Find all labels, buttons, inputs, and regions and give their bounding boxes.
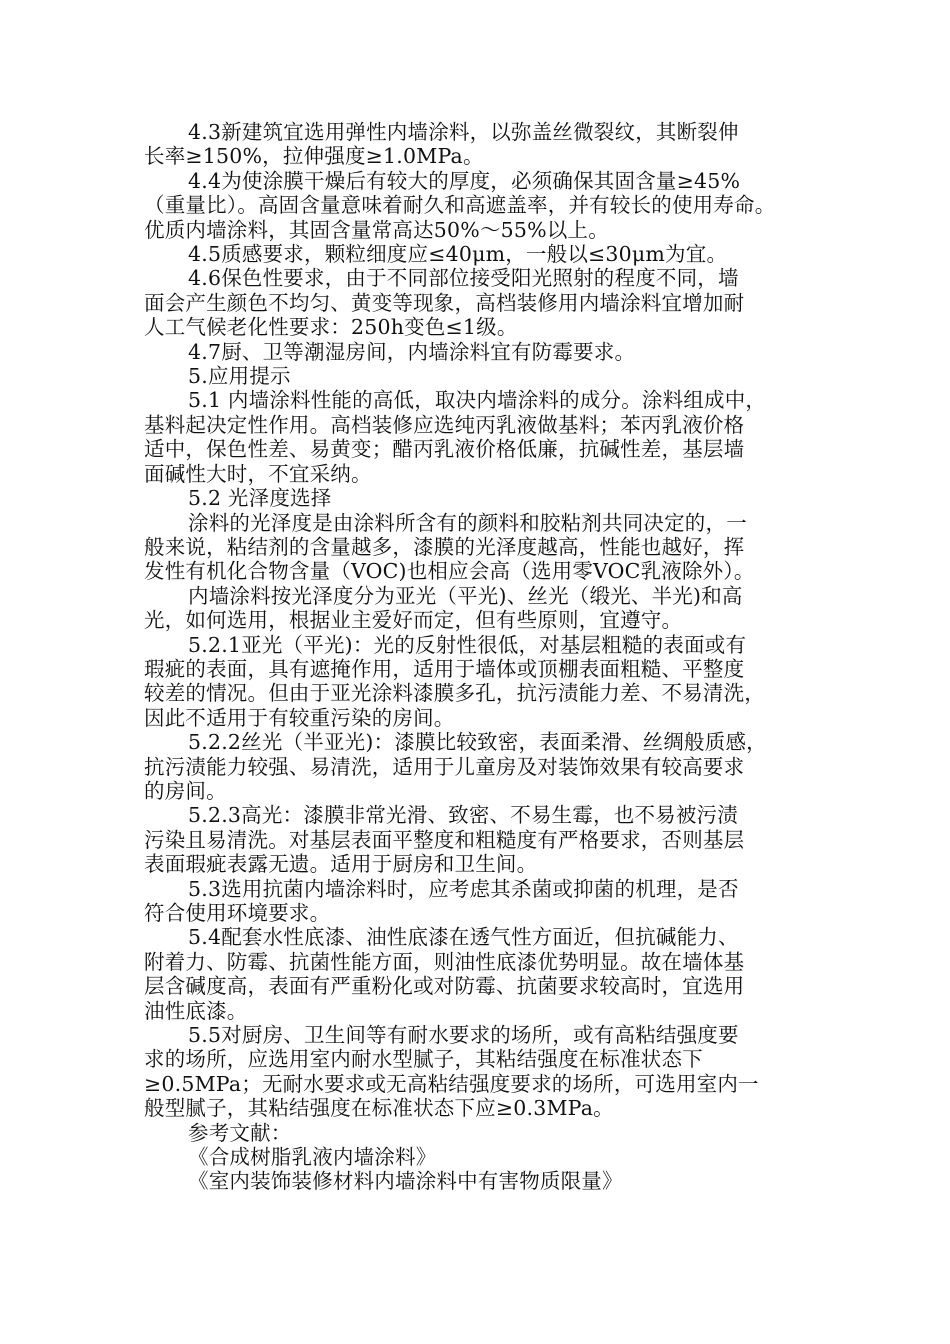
text-line: 优质内墙涂料，其固含量常高达50%～55%以上。 — [144, 217, 609, 242]
text-line: （重量比）。高固含量意味着耐久和高遮盖率，并有较长的使用寿命。 — [144, 193, 776, 218]
text-line: 涂料的光泽度是由涂料所含有的颜料和胶粘剂共同决定的，一 — [188, 510, 747, 535]
text-line: 油性底漆。 — [144, 998, 248, 1023]
document-body — [144, 120, 824, 1194]
text-line: 因此不适用于有较重污染的房间。 — [144, 705, 455, 730]
text-line: 较差的情况。但由于亚光涂料漆膜多孔，抗污渍能力差、不易清洗， — [144, 681, 765, 706]
text-line: 《合成树脂乳液内墙涂料》 — [188, 1145, 437, 1170]
text-line: 《室内装饰装修材料内墙涂料中有害物质限量》 — [188, 1169, 623, 1194]
text-line: 4.3新建筑宜选用弹性内墙涂料，以弥盖丝微裂纹，其断裂伸 — [188, 120, 739, 144]
text-line: 光，如何选用，根据业主爱好而定，但有些原则，宜遵守。 — [144, 608, 683, 633]
text-line: ≥0.5MPa；无耐水要求或无高粘结强度要求的场所，可选用室内一 — [144, 1071, 759, 1096]
text-line: 面会产生颜色不均匀、黄变等现象，高档装修用内墙涂料宜增加耐 — [144, 290, 745, 315]
text-line: 5.2.1亚光（平光)：光的反射性很低，对基层粗糙的表面或有 — [188, 632, 747, 657]
text-line: 长率≥150%，拉伸强度≥1.0MPa。 — [144, 144, 484, 169]
text-line: 附着力、防霉、抗菌性能方面，则油性底漆优势明显。故在墙体基 — [144, 949, 745, 974]
text-line: 符合使用环境要求。 — [144, 901, 331, 925]
text-line: 基料起决定性作用。高档装修应选纯丙乳液做基料；苯丙乳液价格 — [144, 412, 745, 437]
text-line: 瑕疵的表面，具有遮掩作用，适用于墙体或顶棚表面粗糙、平整度 — [144, 656, 745, 681]
text-line: 人工气候老化性要求：250h变色≤1级。 — [144, 315, 518, 340]
text-line: 适中，保色性差、易黄变；醋丙乳液价格低廉，抗碱性差，基层墙 — [144, 437, 745, 462]
text-line: 面碱性大时，不宜采纳。 — [144, 461, 372, 486]
text-line: 参考文献： — [188, 1120, 292, 1145]
text-line: 5.2 光泽度选择 — [188, 486, 332, 511]
text-line: 般型腻子，其粘结强度在标准状态下应≥0.3MPa。 — [144, 1096, 614, 1121]
text-line: 5.2.2丝光（半亚光)：漆膜比较致密，表面柔滑、丝绸般质感， — [188, 730, 767, 755]
text-line: 5.5对厨房、卫生间等有耐水要求的场所，或有高粘结强度要 — [188, 1023, 739, 1048]
text-line: 层含碱度高，表面有严重粉化或对防霉、抗菌要求较高时，宜选用 — [144, 974, 745, 999]
text-line: 4.4为使涂膜干燥后有较大的厚度，必须确保其固含量≥45% — [188, 168, 741, 193]
text-line: 4.7厨、卫等潮湿房间，内墙涂料宜有防霉要求。 — [188, 339, 636, 364]
text-line: 表面瑕疵表露无遗。适用于厨房和卫生间。 — [144, 852, 538, 877]
text-line: 污染且易清洗。对基层表面平整度和粗糙度有严格要求，否则基层 — [144, 827, 745, 852]
text-line: 5.应用提示 — [188, 364, 291, 389]
text-line: 5.3选用抗菌内墙涂料时，应考虑其杀菌或抑菌的机理，是否 — [188, 876, 739, 901]
text-line: 4.6保色性要求，由于不同部位接受阳光照射的程度不同，墙 — [188, 266, 739, 291]
text-line: 4.5质感要求，颗粒细度应≤40μm，一般以≤30μm为宜。 — [188, 242, 728, 267]
text-line: 内墙涂料按光泽度分为亚光（平光)、丝光（缎光、半光)和高 — [188, 583, 743, 608]
text-line: 求的场所，应选用室内耐水型腻子，其粘结强度在标准状态下 — [144, 1047, 703, 1072]
text-line: 5.2.3高光：漆膜非常光滑、致密、不易生霉，也不易被污渍 — [188, 803, 738, 828]
text-line: 般来说，粘结剂的含量越多，漆膜的光泽度越高，性能也越好，挥 — [144, 534, 745, 559]
text-line: 的房间。 — [144, 778, 227, 803]
text-line: 5.4配套水性底漆、油性底漆在透气性方面近，但抗碱能力、 — [188, 925, 739, 950]
text-line: 抗污渍能力较强、易清洗，适用于儿童房及对装饰效果有较高要求 — [144, 754, 745, 779]
text-line: 5.1 内墙涂料性能的高低，取决内墙涂料的成分。涂料组成中， — [188, 388, 767, 413]
text-line: 发性有机化合物含量（VOC)也相应会高（选用零VOC乳液除外）。 — [144, 559, 755, 584]
